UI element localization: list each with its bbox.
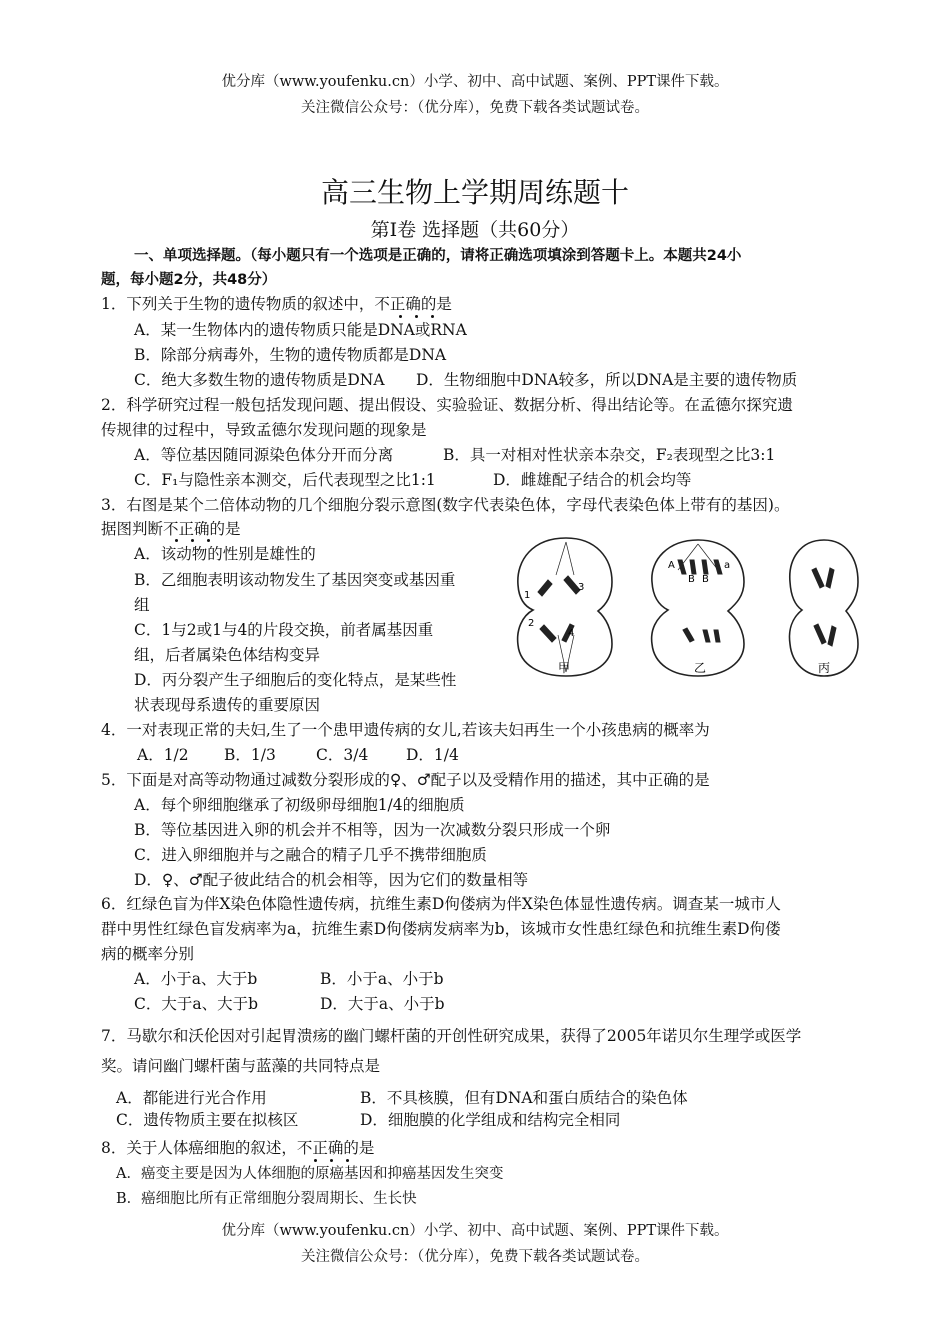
q6-option-d: D．大于a、小于b bbox=[320, 995, 445, 1013]
q5-option-d: D．♀、♂配子彼此结合的机会相等，因为它们的数量相等 bbox=[134, 871, 529, 889]
q8-option-b: B．癌细胞比所有正常细胞分裂周期长、生长快 bbox=[116, 1191, 417, 1207]
header-line-1: 优分库（www.youfenku.cn）小学、初中、高中试题、案例、PPT课件下载。 bbox=[221, 74, 729, 90]
q3-option-c-line1: C．1与2或1与4的片段交换，前者属基因重 bbox=[134, 621, 434, 639]
q6-option-c: C．大于a、大于b bbox=[134, 995, 259, 1013]
yi-gene-b1: B bbox=[688, 574, 695, 585]
page-title: 高三生物上学期周练题十 bbox=[320, 176, 629, 209]
q4-option-c: C．3/4 bbox=[316, 746, 369, 764]
q6-stem-line1: 6．红绿色盲为伴X染色体隐性遗传病，抗维生素D佝偻病为伴X染色体显性遗传病。调查某一城市人 bbox=[101, 895, 781, 913]
q3-option-b-line1: B．乙细胞表明该动物发生了基因突变或基因重 bbox=[134, 571, 456, 589]
jia-number-2: 2 bbox=[528, 618, 535, 629]
section-subtitle: 第I卷 选择题（共60分） bbox=[370, 219, 580, 241]
q7-stem-line1: 7．马歇尔和沃伦因对引起胃溃疡的幽门螺杆菌的开创性研究成果，获得了2005年诺贝尔生理学或医学 bbox=[101, 1027, 802, 1045]
q3-option-c-line2: 组，后者属染色体结构变异 bbox=[134, 646, 321, 664]
q1-option-a: A．某一生物体内的遗传物质只能是DNA或RNA bbox=[134, 321, 467, 339]
q3-stem-line1: 3．右图是某个二倍体动物的几个细胞分裂示意图(数字代表染色体，字母代表染色体上带有的基因)。 bbox=[101, 496, 790, 514]
q6-stem-line2: 群中男性红绿色盲发病率为a，抗维生素D佝偻病发病率为b，该城市女性患红绿色和抗维生素D佝偻 bbox=[101, 920, 781, 938]
q4-option-a: A．1/2 bbox=[137, 746, 189, 764]
q8-option-a: A．癌变主要是因为人体细胞的原癌基因和抑癌基因发生突变 bbox=[116, 1166, 504, 1182]
q7-option-d: D．细胞膜的化学组成和结构完全相同 bbox=[360, 1111, 621, 1129]
q2-option-a: A．等位基因随同源染色体分开而分离 bbox=[134, 446, 394, 464]
section-instruction-line1: 一、单项选择题。（每小题只有一个选项是正确的，请将正确选项填涂到答题卡上。本题共24小 bbox=[134, 248, 742, 264]
cell-division-figure bbox=[508, 530, 868, 685]
header-line-2: 关注微信公众号：（优分库），免费下载各类试题试卷。 bbox=[301, 100, 649, 116]
q6-stem-line3: 病的概率分别 bbox=[101, 945, 195, 963]
q3-option-b-line2: 组 bbox=[134, 596, 150, 614]
emphasis-dot bbox=[191, 539, 194, 542]
emphasis-dot bbox=[431, 315, 434, 318]
emphasis-dot bbox=[330, 1159, 333, 1162]
q2-option-b: B．具一对相对性状亲本杂交，F₂表现型之比3:1 bbox=[443, 446, 776, 464]
q4-stem: 4．一对表现正常的夫妇,生了一个患甲遗传病的女儿,若该夫妇再生一个小孩患病的概率为 bbox=[101, 721, 710, 739]
cell-bing bbox=[790, 540, 859, 676]
q1-stem: 1．下列关于生物的遗传物质的叙述中，不正确的是 bbox=[101, 295, 452, 313]
q3-option-d-line2: 状表现母系遗传的重要原因 bbox=[134, 696, 321, 714]
cell-yi bbox=[652, 540, 744, 676]
q5-stem: 5．下面是对高等动物通过减数分裂形成的♀、♂配子以及受精作用的描述，其中正确的是 bbox=[101, 771, 710, 789]
q7-option-b: B．不具核膜，但有DNA和蛋白质结合的染色体 bbox=[360, 1089, 688, 1107]
emphasis-dot bbox=[207, 539, 210, 542]
figure-label-jia: 甲 bbox=[558, 661, 571, 675]
q5-option-b: B．等位基因进入卵的机会并不相等，因为一次减数分裂只形成一个卵 bbox=[134, 821, 611, 839]
jia-number-3: 3 bbox=[578, 582, 585, 593]
q4-option-d: D．1/4 bbox=[406, 746, 459, 764]
q4-option-b: B．1/3 bbox=[224, 746, 276, 764]
q3-option-d-line1: D．丙分裂产生子细胞后的变化特点，是某些性 bbox=[134, 671, 457, 689]
q2-stem-line2: 传规律的过程中，导致孟德尔发现问题的现象是 bbox=[101, 421, 427, 439]
emphasis-dot bbox=[346, 1159, 349, 1162]
q7-option-c: C．遗传物质主要在拟核区 bbox=[116, 1111, 299, 1129]
q5-option-c: C．进入卵细胞并与之融合的精子几乎不携带细胞质 bbox=[134, 846, 487, 864]
jia-number-1: 1 bbox=[524, 590, 531, 601]
jia-number-4: 4 bbox=[568, 628, 575, 639]
footer-line-1: 优分库（www.youfenku.cn）小学、初中、高中试题、案例、PPT课件下载。 bbox=[221, 1223, 729, 1239]
q7-option-a: A．都能进行光合作用 bbox=[116, 1089, 267, 1107]
q1-option-b: B．除部分病毒外，生物的遗传物质都是DNA bbox=[134, 346, 447, 364]
emphasis-dot bbox=[314, 1159, 317, 1162]
q6-option-b: B．小于a、小于b bbox=[320, 970, 444, 988]
emphasis-dot bbox=[399, 315, 402, 318]
q5-option-a: A．每个卵细胞继承了初级卵母细胞1/4的细胞质 bbox=[134, 796, 465, 814]
q8-stem: 8．关于人体癌细胞的叙述，不正确的是 bbox=[101, 1139, 375, 1157]
section-instruction-line2: 题，每小题2分，共48分） bbox=[101, 272, 277, 288]
bing-chromosomes bbox=[812, 568, 836, 646]
q2-option-c: C．F₁与隐性亲本测交，后代表现型之比1:1 bbox=[134, 471, 436, 489]
q3-option-a: A．该动物的性别是雄性的 bbox=[134, 545, 316, 563]
figure-label-bing: 丙 bbox=[818, 661, 831, 675]
yi-gene-a-lower: a bbox=[724, 560, 731, 571]
cell-jia bbox=[518, 538, 612, 676]
q6-option-a: A．小于a、大于b bbox=[134, 970, 258, 988]
q7-stem-line2: 奖。请问幽门螺杆菌与蓝藻的共同特点是 bbox=[101, 1057, 381, 1075]
yi-gene-b2: B bbox=[702, 574, 709, 585]
figure-label-yi: 乙 bbox=[694, 661, 707, 675]
q2-stem-line1: 2．科学研究过程一般包括发现问题、提出假设、实验验证、数据分析、得出结论等。在孟德尔探究遗 bbox=[101, 396, 793, 414]
q1-option-d: D．生物细胞中DNA较多，所以DNA是主要的遗传物质 bbox=[416, 371, 798, 389]
emphasis-dot bbox=[175, 539, 178, 542]
q2-option-d: D．雌雄配子结合的机会均等 bbox=[493, 471, 692, 489]
q3-stem-line2: 据图判断不正确的是 bbox=[101, 520, 241, 538]
emphasis-dot bbox=[415, 315, 418, 318]
footer-line-2: 关注微信公众号：（优分库），免费下载各类试题试卷。 bbox=[301, 1249, 649, 1265]
q1-option-c: C．绝大多数生物的遗传物质是DNA bbox=[134, 371, 385, 389]
yi-gene-a-upper: A bbox=[668, 560, 675, 571]
yi-chromosomes bbox=[678, 560, 722, 642]
